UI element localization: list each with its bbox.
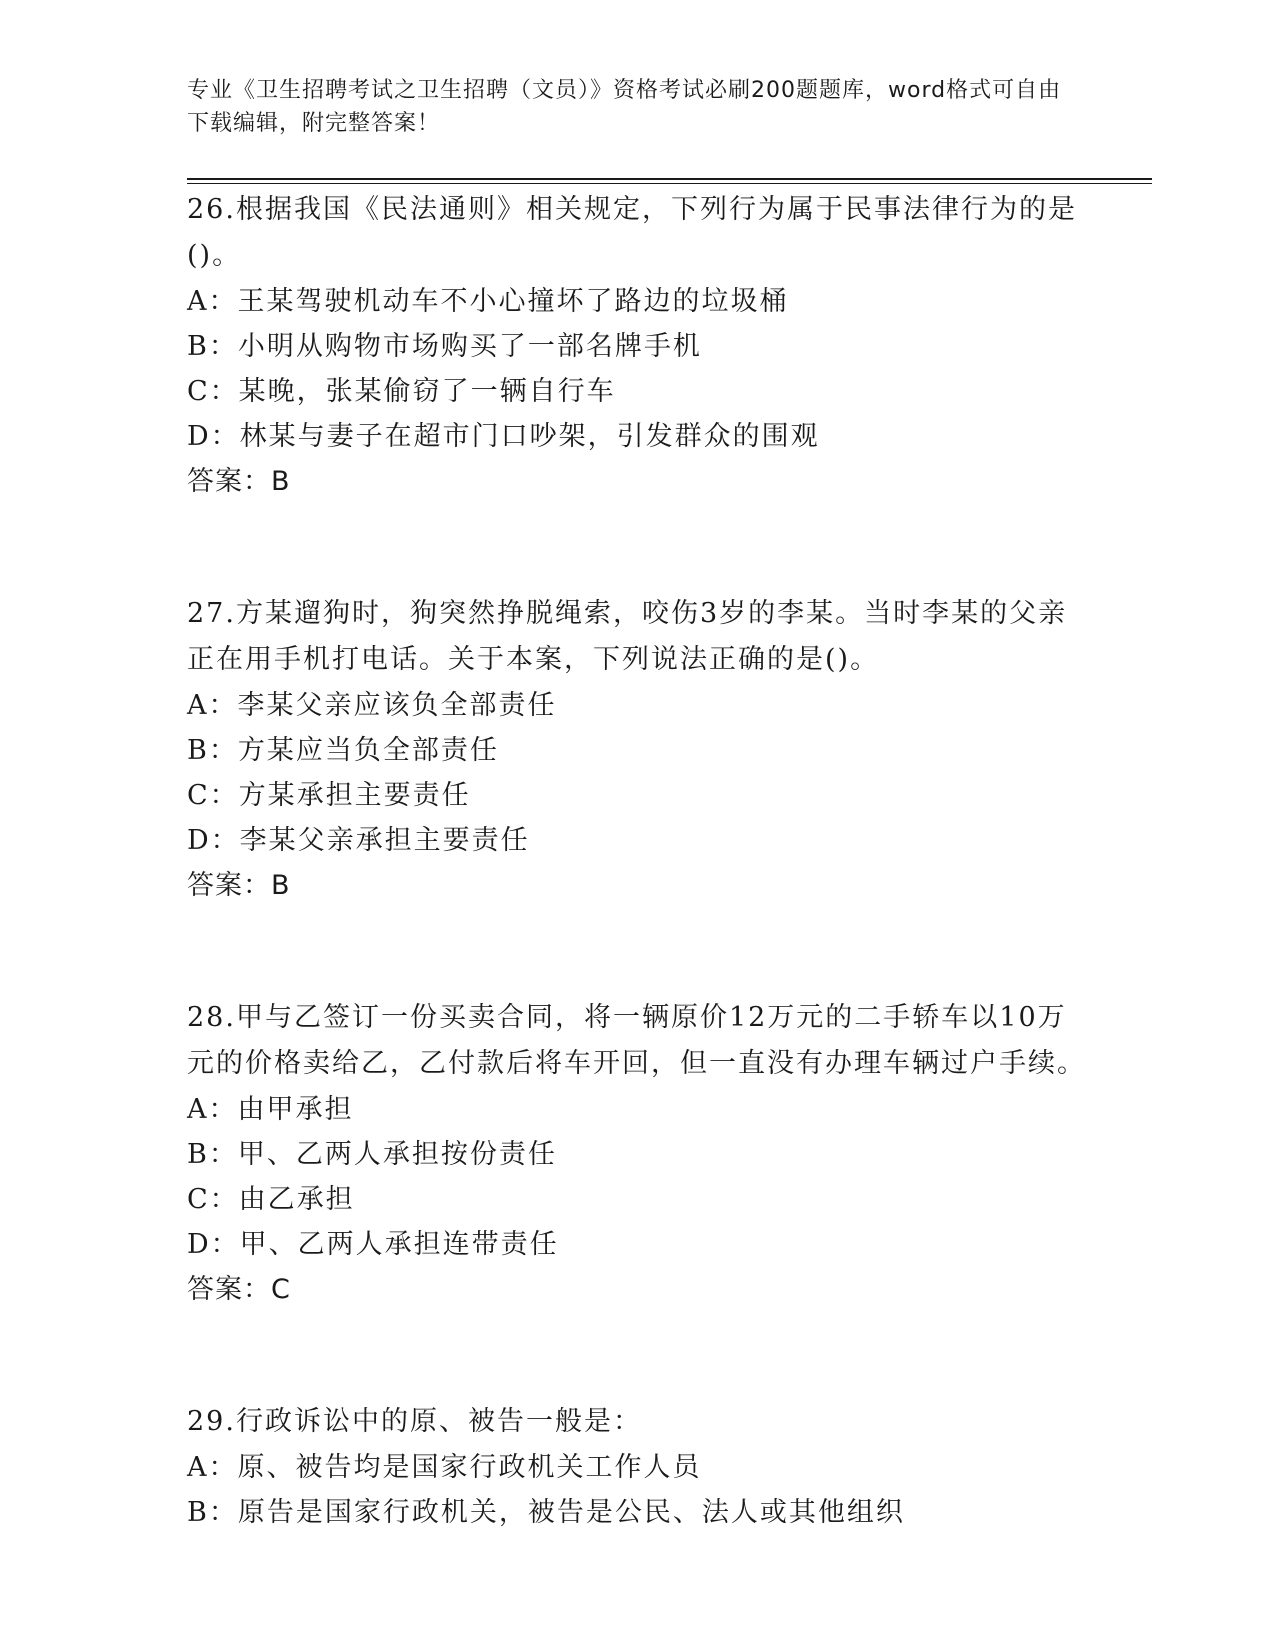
option-d: D：甲、乙两人承担连带责任: [187, 1229, 559, 1260]
option-a: A：王某驾驶机动车不小心撞坏了路边的垃圾桶: [187, 286, 789, 317]
question-spacer: [187, 1313, 1087, 1399]
answer-line: 答案：B: [187, 466, 291, 497]
option-a: A：李某父亲应该负全部责任: [187, 690, 557, 721]
option-b: B：甲、乙两人承担按份责任: [187, 1139, 557, 1170]
option-a: A：由甲承担: [187, 1094, 354, 1125]
question-list: [187, 187, 1087, 1535]
option-d: D：林某与妻子在超市门口吵架，引发群众的围观: [187, 421, 820, 452]
option-b: B：原告是国家行政机关，被告是公民、法人或其他组织: [187, 1497, 905, 1528]
question-26: [187, 187, 1087, 505]
option-a: A：原、被告均是国家行政机关工作人员: [187, 1452, 702, 1483]
question-spacer: [187, 505, 1087, 591]
document-header: 专业《卫生招聘考试之卫生招聘（文员）》资格考试必刷200题题库，word格式可自由下载编辑，附完整答案！: [187, 78, 1062, 136]
option-c: C：某晚，张某偷窃了一辆自行车: [187, 376, 616, 407]
question-29: [187, 1399, 1087, 1535]
option-b: B：小明从购物市场购买了一部名牌手机: [187, 331, 702, 362]
header-divider-thin: [187, 183, 1152, 184]
question-stem: 27.方某遛狗时，狗突然挣脱绳索，咬伤3岁的李某。当时李某的父亲正在用手机打电话。关于本案，下列说法正确的是()。: [187, 598, 1068, 675]
question-28: [187, 995, 1087, 1313]
answer-line: 答案：B: [187, 870, 291, 901]
option-b: B：方某应当负全部责任: [187, 735, 499, 766]
question-27: [187, 591, 1087, 909]
question-stem: 29.行政诉讼中的原、被告一般是：: [187, 1406, 642, 1437]
option-c: C：由乙承担: [187, 1184, 355, 1215]
option-d: D：李某父亲承担主要责任: [187, 825, 530, 856]
header-divider: [187, 178, 1152, 180]
question-stem: 28.甲与乙签订一份买卖合同，将一辆原价12万元的二手轿车以10万元的价格卖给乙，乙付款后将车开回，但一直没有办理车辆过户手续。: [187, 1002, 1086, 1079]
answer-line: 答案：C: [187, 1274, 291, 1305]
option-c: C：方某承担主要责任: [187, 780, 471, 811]
question-spacer: [187, 909, 1087, 995]
question-stem: 26.根据我国《民法通则》相关规定，下列行为属于民事法律行为的是()。: [187, 194, 1077, 271]
